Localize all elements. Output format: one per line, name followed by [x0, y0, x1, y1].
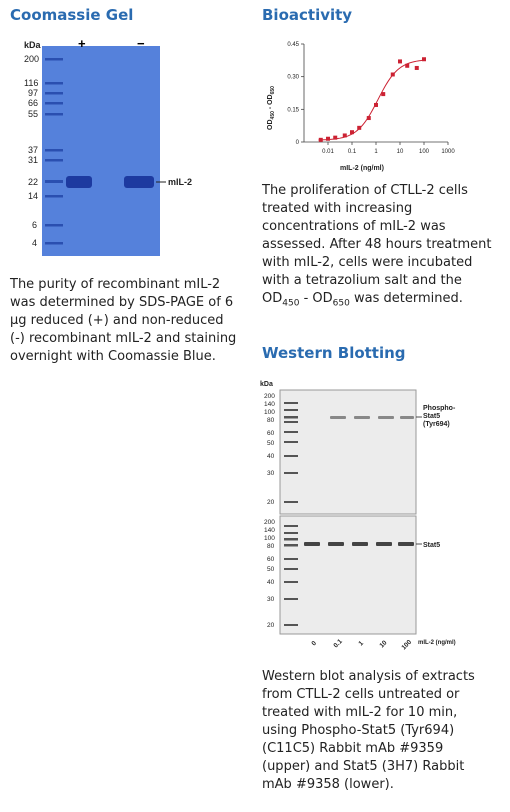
x-tick-label: 1 [374, 149, 378, 155]
marker-label: 6 [32, 220, 38, 230]
lower-marker: 60 [267, 556, 275, 563]
upper-blot-panel [280, 390, 416, 514]
marker-label: 14 [28, 191, 39, 201]
lower-marker: 80 [267, 543, 275, 550]
lower-marker: 50 [267, 566, 275, 573]
phospho-label-2: Stat5 [423, 413, 441, 420]
western-title: Western Blotting [262, 344, 406, 362]
y-tick-label: 0.45 [287, 42, 299, 48]
lower-marker: 100 [264, 535, 275, 542]
bioactivity-title: Bioactivity [262, 6, 353, 24]
marker-label: 116 [24, 78, 39, 88]
y-tick-label: 0.30 [287, 74, 299, 81]
data-point [326, 137, 330, 141]
coomassie-title: Coomassie Gel [10, 6, 134, 24]
lane-label: 100 [400, 638, 414, 652]
data-point [398, 59, 402, 63]
x-tick-label: 100 [418, 149, 430, 155]
lane-label: 1 [357, 639, 365, 648]
lane-unit-label: mIL-2 (ng/ml) [418, 640, 456, 646]
marker-label: 4 [32, 238, 38, 248]
band-label: mIL-2 [168, 177, 193, 187]
lane-label: 0 [310, 639, 318, 648]
bioactivity-caption: The proliferation of CTLL-2 cells treated with increasing concentrations of mIL-2 was assessed. After 48 hours treatment with mIL-2, cells were incubated with a tetrazolium salt and the $OD_{450} - OD_{650}$ was determined. [262, 183, 492, 309]
data-point [333, 136, 337, 140]
x-tick-label: 0.1 [347, 149, 357, 155]
lower-blot-panel [280, 516, 416, 634]
western-blot-figure [258, 376, 468, 652]
bioactivity-caption-main: The proliferation of CTLL-2 cells treated with increasing concentrations of mIL-2 was assessed. After 48 hours treatment with mIL-2, cells were incubated with a tetrazolium salt and the [262, 183, 492, 288]
upper-marker: 200 [264, 393, 275, 400]
od450-label: $OD_{450}$ [262, 291, 300, 309]
kda-label: kDa [24, 40, 41, 50]
coomassie-caption: The purity of recombinant mIL-2 was determined by SDS-PAGE of 6 μg reduced (+) and non-reduced (-) recombinant mIL-2 and staining overnight with Coomassie Blue. [10, 277, 237, 364]
data-point [374, 103, 378, 107]
lower-marker: 140 [264, 527, 275, 534]
y-tick-label: 0.15 [287, 107, 299, 114]
upper-marker: 20 [267, 499, 275, 506]
data-point [391, 72, 395, 76]
phospho-label-3: (Tyr694) [423, 421, 450, 428]
x-tick-label: 0.01 [322, 149, 334, 155]
data-point [415, 66, 419, 70]
fit-curve [318, 60, 425, 140]
western-caption: Western blot analysis of extracts from CTLL-2 cells untreated or treated with mIL-2 for 10 min, using Phospho-Stat5 (Tyr694) (C11C5) Rabbit mAb #9359 (upper) and Stat5 (3H7) Rabbit mAb #9358 (lower). [262, 669, 475, 792]
x-tick-label: 10 [396, 149, 404, 155]
lane-label: 10 [378, 639, 389, 650]
upper-marker: 60 [267, 430, 275, 437]
x-tick-label: 1000 [441, 149, 455, 155]
upper-marker: 100 [264, 409, 275, 416]
data-point [357, 126, 361, 130]
marker-labels [24, 54, 39, 248]
lower-marker: 30 [267, 596, 275, 603]
lower-marker: 200 [264, 519, 275, 526]
marker-label: 97 [28, 88, 39, 98]
data-point [343, 133, 347, 137]
data-point [319, 138, 323, 142]
band-nonreduced [124, 176, 154, 188]
data-point [405, 64, 409, 68]
bioactivity-chart [262, 36, 462, 176]
marker-label: 22 [28, 177, 39, 187]
upper-marker: 140 [264, 401, 275, 408]
data-point [350, 130, 354, 134]
lower-marker: 20 [267, 622, 275, 629]
data-point [422, 57, 426, 61]
wb-kda-label: kDa [260, 381, 273, 388]
upper-marker: 30 [267, 470, 275, 477]
stat5-label: Stat5 [423, 542, 441, 549]
marker-label: 66 [28, 98, 39, 108]
marker-label: 37 [28, 145, 39, 155]
upper-marker: 50 [267, 440, 275, 447]
data-point [367, 116, 371, 120]
y-tick-label: 0 [295, 140, 299, 146]
x-axis-label: mIL-2 (ng/ml) [340, 165, 384, 172]
marker-label: 31 [28, 155, 39, 165]
phospho-label-1: Phospho- [423, 405, 456, 412]
band-reduced [66, 176, 92, 188]
upper-marker: 80 [267, 417, 275, 424]
data-point [381, 92, 385, 96]
coomassie-gel-figure [0, 34, 250, 264]
plus-label: + [78, 36, 86, 51]
lower-marker: 40 [267, 579, 275, 586]
od650-label: $OD_{650}$ [312, 291, 350, 309]
marker-label: 55 [28, 109, 39, 119]
lane-label: 0.1 [332, 638, 344, 650]
minus-label: − [137, 36, 145, 51]
upper-marker: 40 [267, 453, 275, 460]
y-axis-label: $OD_{450} - OD_{650}$ [267, 86, 276, 130]
marker-label: 200 [24, 54, 40, 64]
